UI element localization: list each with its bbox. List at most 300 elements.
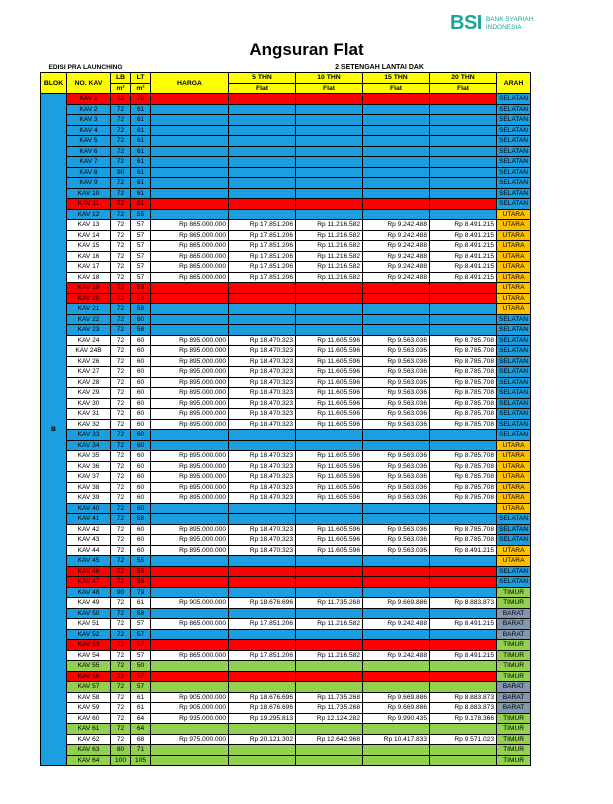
cell-harga: [151, 503, 229, 514]
cell-arah: SELATAN: [497, 104, 531, 115]
cell-y10: Rp 11.605.596: [296, 346, 363, 357]
cell-y15: [363, 514, 430, 525]
cell-kav: KAV 46: [67, 566, 111, 577]
cell-y15: [363, 440, 430, 451]
edition-label: EDISI PRA LAUNCHING: [41, 62, 131, 73]
cell-y20: [430, 440, 497, 451]
table-row: [41, 619, 531, 630]
bsi-logo-mark: BSI: [450, 12, 482, 34]
cell-lb: 72: [111, 409, 131, 420]
cell-y10: Rp 11.605.596: [296, 451, 363, 462]
cell-harga: [151, 178, 229, 189]
cell-kav: KAV 1: [67, 94, 111, 105]
table-row: [41, 314, 531, 325]
cell-lt: 61: [131, 104, 151, 115]
cell-lt: 64: [131, 724, 151, 735]
cell-y10: [296, 566, 363, 577]
cell-harga: Rp 865.000.000: [151, 272, 229, 283]
cell-y15: [363, 146, 430, 157]
table-row: [41, 503, 531, 514]
cell-arah: SELATAN: [497, 125, 531, 136]
cell-y10: Rp 11.605.596: [296, 356, 363, 367]
cell-y10: Rp 11.735.268: [296, 703, 363, 714]
cell-harga: Rp 895.000.000: [151, 482, 229, 493]
cell-lb: 80: [111, 745, 131, 756]
cell-arah: BARAT: [497, 608, 531, 619]
cell-kav: KAV 36: [67, 461, 111, 472]
cell-lt: 105: [131, 755, 151, 766]
cell-harga: Rp 895.000.000: [151, 451, 229, 462]
cell-kav: KAV 39: [67, 493, 111, 504]
cell-lb: 72: [111, 556, 131, 567]
cell-y15: [363, 587, 430, 598]
cell-y5: Rp 20.121.302: [229, 734, 296, 745]
cell-y15: [363, 671, 430, 682]
cell-y20: [430, 157, 497, 168]
cell-y20: Rp 8.491.215: [430, 220, 497, 231]
cell-y15: Rp 9.563.036: [363, 367, 430, 378]
cell-kav: KAV 41: [67, 514, 111, 525]
cell-lt: 57: [131, 650, 151, 661]
cell-lb: 72: [111, 146, 131, 157]
cell-lt: 79: [131, 587, 151, 598]
cell-y20: Rp 8.785.708: [430, 377, 497, 388]
cell-lb: 72: [111, 650, 131, 661]
cell-y20: [430, 136, 497, 147]
col-10thn-flat: Flat: [296, 83, 363, 94]
cell-arah: UTARA: [497, 545, 531, 556]
cell-lb: 72: [111, 178, 131, 189]
table-row: [41, 524, 531, 535]
cell-arah: SELATAN: [497, 167, 531, 178]
cell-lb: 72: [111, 629, 131, 640]
cell-y20: [430, 314, 497, 325]
cell-y20: Rp 8.883.873: [430, 692, 497, 703]
cell-arah: UTARA: [497, 262, 531, 273]
cell-kav: KAV 45: [67, 556, 111, 567]
cell-y20: [430, 430, 497, 441]
cell-y10: [296, 629, 363, 640]
cell-y10: [296, 577, 363, 588]
cell-kav: KAV 42: [67, 524, 111, 535]
table-row: [41, 745, 531, 756]
table-row: [41, 640, 531, 651]
cell-harga: Rp 935.000.000: [151, 713, 229, 724]
cell-lt: 61: [131, 136, 151, 147]
cell-kav: KAV 14: [67, 230, 111, 241]
table-row: [41, 556, 531, 567]
header-row-top: [41, 62, 531, 73]
cell-y20: Rp 9.571.023: [430, 734, 497, 745]
cell-y5: [229, 430, 296, 441]
cell-lt: 60: [131, 388, 151, 399]
cell-kav: KAV 59: [67, 703, 111, 714]
cell-y10: Rp 11.605.596: [296, 545, 363, 556]
cell-lt: 58: [131, 304, 151, 315]
header-row-2: [41, 83, 531, 94]
cell-lt: 56: [131, 577, 151, 588]
col-kav: NO. KAV: [67, 73, 111, 94]
cell-arah: UTARA: [497, 272, 531, 283]
table-row: [41, 167, 531, 178]
cell-y10: [296, 125, 363, 136]
cell-kav: KAV 26: [67, 356, 111, 367]
table-row: [41, 398, 531, 409]
table-row: [41, 293, 531, 304]
cell-y20: Rp 8.785.708: [430, 409, 497, 420]
cell-y20: Rp 8.785.708: [430, 398, 497, 409]
cell-y10: Rp 11.735.268: [296, 692, 363, 703]
cell-y5: [229, 188, 296, 199]
cell-lt: 60: [131, 503, 151, 514]
table-row: [41, 346, 531, 357]
table-row: [41, 157, 531, 168]
cell-kav: KAV 22: [67, 314, 111, 325]
cell-lt: 61: [131, 115, 151, 126]
cell-y5: Rp 18.470.323: [229, 346, 296, 357]
cell-harga: [151, 293, 229, 304]
cell-lt: 60: [131, 545, 151, 556]
cell-y20: [430, 745, 497, 756]
cell-y15: [363, 136, 430, 147]
cell-y5: Rp 17.851.206: [229, 272, 296, 283]
cell-y5: Rp 18.470.323: [229, 335, 296, 346]
cell-lt: 57: [131, 682, 151, 693]
table-row: [41, 262, 531, 273]
cell-harga: [151, 587, 229, 598]
cell-y10: [296, 146, 363, 157]
cell-y15: [363, 283, 430, 294]
table-header: [41, 62, 531, 94]
table-row: [41, 682, 531, 693]
table-row: [41, 734, 531, 745]
cell-y10: [296, 671, 363, 682]
cell-lb: 72: [111, 503, 131, 514]
cell-lb: 72: [111, 188, 131, 199]
cell-y20: [430, 325, 497, 336]
cell-lt: 57: [131, 251, 151, 262]
cell-harga: Rp 895.000.000: [151, 535, 229, 546]
cell-y15: Rp 9.563.036: [363, 524, 430, 535]
cell-y5: Rp 18.676.696: [229, 598, 296, 609]
cell-lb: 72: [111, 713, 131, 724]
cell-harga: [151, 430, 229, 441]
bsi-logo-line1: BANK SYARIAH: [485, 15, 534, 23]
cell-kav: KAV 24B: [67, 346, 111, 357]
cell-arah: SELATAN: [497, 314, 531, 325]
table-row: [41, 440, 531, 451]
cell-y15: [363, 199, 430, 210]
cell-kav: KAV 7: [67, 157, 111, 168]
cell-y10: [296, 167, 363, 178]
cell-y15: Rp 9.242.488: [363, 251, 430, 262]
cell-y20: Rp 8.491.215: [430, 272, 497, 283]
cell-lt: 58: [131, 325, 151, 336]
col-5thn-flat: Flat: [229, 83, 296, 94]
cell-kav: KAV 63: [67, 745, 111, 756]
cell-y15: [363, 167, 430, 178]
cell-arah: SELATAN: [497, 388, 531, 399]
cell-lt: 60: [131, 356, 151, 367]
cell-y15: [363, 745, 430, 756]
cell-y20: [430, 566, 497, 577]
cell-arah: UTARA: [497, 472, 531, 483]
cell-y20: Rp 8.785.708: [430, 472, 497, 483]
cell-y20: [430, 283, 497, 294]
cell-y5: Rp 17.851.206: [229, 241, 296, 252]
cell-lb: 72: [111, 241, 131, 252]
cell-harga: [151, 136, 229, 147]
subtitle: 2 SETENGAH LANTAI DAK: [229, 62, 531, 73]
cell-y15: [363, 293, 430, 304]
table-row: [41, 692, 531, 703]
cell-arah: SELATAN: [497, 325, 531, 336]
cell-y10: [296, 325, 363, 336]
cell-y20: [430, 503, 497, 514]
cell-lb: 72: [111, 566, 131, 577]
cell-lt: 60: [131, 419, 151, 430]
cell-harga: Rp 865.000.000: [151, 251, 229, 262]
cell-y5: [229, 209, 296, 220]
cell-y5: Rp 18.676.696: [229, 703, 296, 714]
cell-harga: [151, 325, 229, 336]
cell-harga: [151, 514, 229, 525]
cell-kav: KAV 13: [67, 220, 111, 231]
cell-harga: [151, 157, 229, 168]
cell-kav: KAV 49: [67, 598, 111, 609]
cell-y10: Rp 11.605.596: [296, 388, 363, 399]
cell-y20: Rp 8.491.215: [430, 251, 497, 262]
price-table: [40, 62, 531, 766]
cell-harga: [151, 640, 229, 651]
cell-arah: SELATAN: [497, 419, 531, 430]
cell-kav: KAV 6: [67, 146, 111, 157]
cell-y15: Rp 9.563.036: [363, 346, 430, 357]
cell-arah: SELATAN: [497, 115, 531, 126]
col-lb-unit: m²: [111, 83, 131, 94]
cell-lt: 55: [131, 556, 151, 567]
cell-lt: 57: [131, 230, 151, 241]
cell-arah: TIMUR: [497, 724, 531, 735]
cell-y5: Rp 17.851.206: [229, 220, 296, 231]
cell-y20: [430, 104, 497, 115]
cell-lt: 68: [131, 734, 151, 745]
cell-y15: [363, 661, 430, 672]
cell-y10: Rp 11.605.596: [296, 535, 363, 546]
cell-y10: [296, 430, 363, 441]
cell-y10: Rp 11.605.596: [296, 398, 363, 409]
cell-kav: KAV 33: [67, 430, 111, 441]
cell-arah: SELATAN: [497, 577, 531, 588]
cell-y15: [363, 115, 430, 126]
cell-y20: [430, 671, 497, 682]
cell-y20: [430, 304, 497, 315]
cell-y10: Rp 11.216.582: [296, 241, 363, 252]
cell-y5: Rp 18.470.323: [229, 493, 296, 504]
cell-y10: [296, 556, 363, 567]
cell-kav: KAV 51: [67, 619, 111, 630]
cell-y15: [363, 209, 430, 220]
cell-y15: [363, 566, 430, 577]
cell-lt: 60: [131, 398, 151, 409]
col-lb: LB: [111, 73, 131, 84]
table-row: [41, 283, 531, 294]
cell-y10: Rp 11.216.582: [296, 220, 363, 231]
cell-y5: Rp 17.851.206: [229, 619, 296, 630]
col-15thn: 15 THN: [363, 73, 430, 84]
cell-y10: Rp 12.124.282: [296, 713, 363, 724]
cell-y20: Rp 8.785.708: [430, 524, 497, 535]
table-row: [41, 220, 531, 231]
cell-lt: 60: [131, 493, 151, 504]
table-row: [41, 629, 531, 640]
table-row: [41, 241, 531, 252]
cell-lb: 72: [111, 304, 131, 315]
cell-y15: Rp 9.563.036: [363, 493, 430, 504]
cell-kav: KAV 3: [67, 115, 111, 126]
cell-y15: Rp 9.242.488: [363, 272, 430, 283]
cell-lb: 72: [111, 398, 131, 409]
cell-y10: Rp 11.216.582: [296, 230, 363, 241]
cell-y15: [363, 724, 430, 735]
table-row: [41, 713, 531, 724]
cell-y20: [430, 556, 497, 567]
cell-lt: 60: [131, 377, 151, 388]
cell-y5: [229, 682, 296, 693]
cell-arah: SELATAN: [497, 367, 531, 378]
cell-harga: [151, 188, 229, 199]
cell-arah: SELATAN: [497, 524, 531, 535]
cell-lb: 72: [111, 524, 131, 535]
cell-harga: [151, 304, 229, 315]
cell-arah: SELATAN: [497, 188, 531, 199]
cell-lt: 60: [131, 440, 151, 451]
cell-y10: [296, 661, 363, 672]
cell-lb: 72: [111, 377, 131, 388]
cell-y10: Rp 11.605.596: [296, 409, 363, 420]
cell-harga: Rp 865.000.000: [151, 619, 229, 630]
cell-arah: UTARA: [497, 293, 531, 304]
cell-harga: [151, 566, 229, 577]
cell-harga: [151, 209, 229, 220]
table-row: [41, 451, 531, 462]
cell-lb: 72: [111, 251, 131, 262]
cell-harga: [151, 556, 229, 567]
cell-kav: KAV 27: [67, 367, 111, 378]
cell-kav: KAV 54: [67, 650, 111, 661]
cell-lb: 72: [111, 325, 131, 336]
cell-y10: Rp 11.605.596: [296, 377, 363, 388]
table-row: [41, 325, 531, 336]
cell-arah: BARAT: [497, 682, 531, 693]
table-row: [41, 514, 531, 525]
cell-y15: [363, 325, 430, 336]
cell-lb: 72: [111, 734, 131, 745]
cell-y15: [363, 640, 430, 651]
cell-lb: 72: [111, 115, 131, 126]
cell-lb: 72: [111, 493, 131, 504]
cell-y15: [363, 430, 430, 441]
table-row: [41, 209, 531, 220]
cell-y10: Rp 11.216.582: [296, 272, 363, 283]
cell-arah: SELATAN: [497, 136, 531, 147]
cell-arah: UTARA: [497, 241, 531, 252]
cell-y20: [430, 125, 497, 136]
cell-lb: 72: [111, 440, 131, 451]
cell-kav: KAV 23: [67, 325, 111, 336]
cell-lt: 70: [131, 94, 151, 105]
cell-y15: Rp 9.563.036: [363, 377, 430, 388]
cell-kav: KAV 38: [67, 482, 111, 493]
cell-kav: KAV 31: [67, 409, 111, 420]
cell-y5: Rp 17.851.206: [229, 251, 296, 262]
cell-harga: [151, 314, 229, 325]
cell-lt: 61: [131, 125, 151, 136]
cell-kav: KAV 24: [67, 335, 111, 346]
cell-y20: Rp 8.785.708: [430, 419, 497, 430]
cell-y5: Rp 18.470.323: [229, 545, 296, 556]
cell-lb: 72: [111, 703, 131, 714]
cell-arah: BARAT: [497, 703, 531, 714]
cell-arah: TIMUR: [497, 598, 531, 609]
cell-kav: KAV 50: [67, 608, 111, 619]
cell-lb: 72: [111, 262, 131, 273]
cell-y10: [296, 608, 363, 619]
cell-harga: [151, 671, 229, 682]
cell-harga: Rp 905.000.000: [151, 598, 229, 609]
cell-harga: Rp 895.000.000: [151, 419, 229, 430]
cell-y20: [430, 629, 497, 640]
table-row: [41, 461, 531, 472]
cell-kav: KAV 61: [67, 724, 111, 735]
col-10thn: 10 THN: [296, 73, 363, 84]
cell-y15: [363, 304, 430, 315]
table-row: [41, 566, 531, 577]
cell-kav: KAV 19: [67, 283, 111, 294]
cell-harga: Rp 895.000.000: [151, 356, 229, 367]
cell-y5: [229, 608, 296, 619]
cell-kav: KAV 47: [67, 577, 111, 588]
cell-y5: [229, 755, 296, 766]
cell-y20: [430, 724, 497, 735]
table-row: [41, 545, 531, 556]
cell-y5: Rp 18.470.323: [229, 398, 296, 409]
bsi-logo-text: [486, 16, 534, 32]
cell-y10: Rp 11.605.596: [296, 493, 363, 504]
cell-arah: UTARA: [497, 283, 531, 294]
cell-harga: Rp 865.000.000: [151, 262, 229, 273]
cell-y5: [229, 115, 296, 126]
cell-y15: Rp 9.563.036: [363, 419, 430, 430]
cell-harga: [151, 577, 229, 588]
cell-lt: 60: [131, 451, 151, 462]
cell-y5: Rp 18.470.323: [229, 472, 296, 483]
cell-kav: KAV 64: [67, 755, 111, 766]
cell-harga: Rp 895.000.000: [151, 545, 229, 556]
cell-arah: TIMUR: [497, 713, 531, 724]
cell-lb: 72: [111, 230, 131, 241]
cell-y20: Rp 8.785.708: [430, 367, 497, 378]
cell-y10: [296, 745, 363, 756]
cell-y10: [296, 293, 363, 304]
cell-arah: TIMUR: [497, 661, 531, 672]
cell-y20: Rp 8.785.708: [430, 335, 497, 346]
cell-harga: Rp 895.000.000: [151, 335, 229, 346]
table-row: [41, 356, 531, 367]
cell-lb: 72: [111, 314, 131, 325]
cell-y10: Rp 11.735.268: [296, 598, 363, 609]
cell-lt: 58: [131, 283, 151, 294]
